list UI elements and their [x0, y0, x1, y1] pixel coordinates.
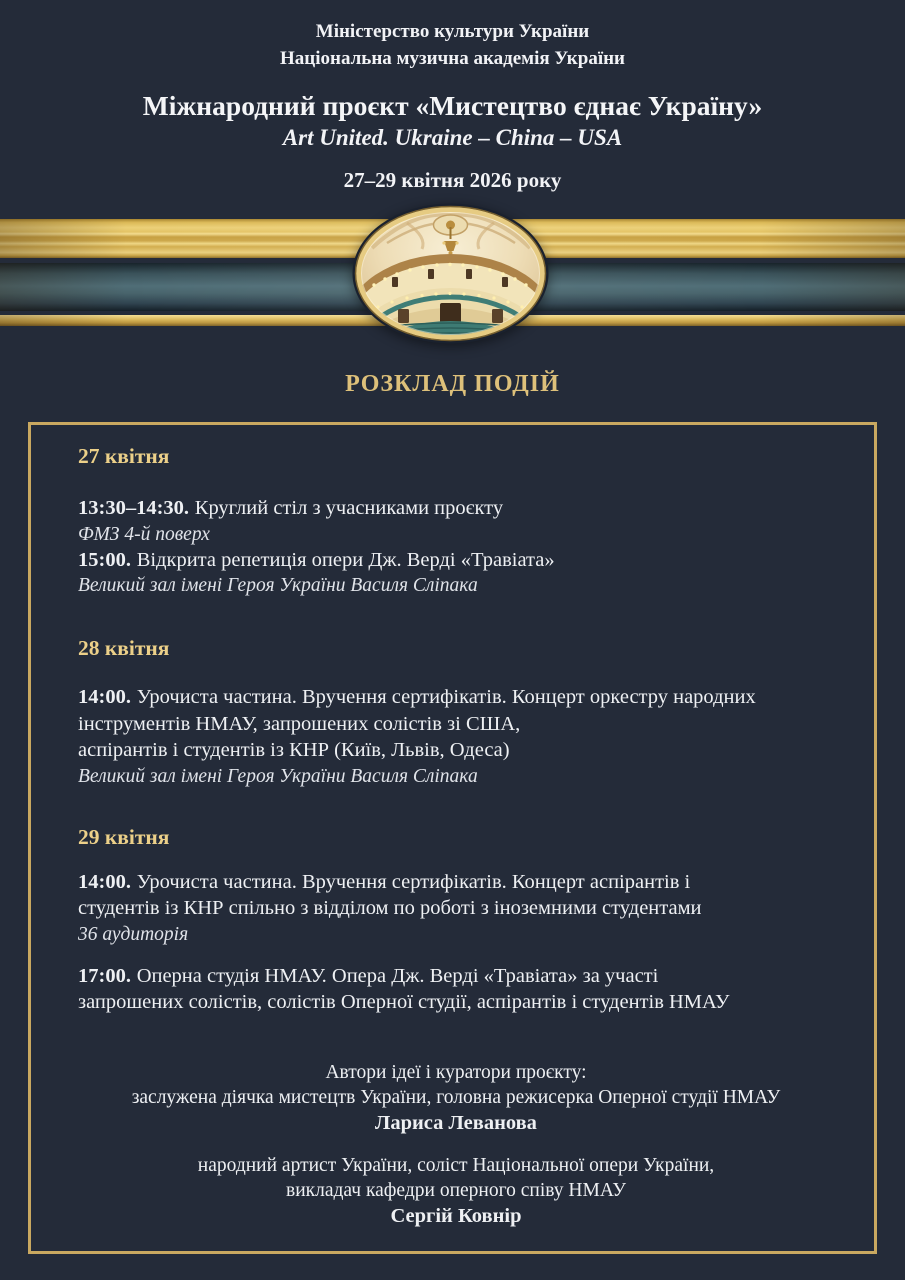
curator-1-name: Лариса Леванова: [375, 1111, 537, 1134]
event-text: Відкрита репетиція опери Дж. Верді «Травіата»: [136, 548, 555, 571]
curator-2-role-line2: викладач кафедри оперного співу НМАУ: [285, 1179, 626, 1201]
event-time: 13:30–14:30.: [78, 497, 190, 519]
event-time: 14:00.: [78, 686, 131, 708]
event-venue: Великий зал імені Героя України Василя Сліпака: [78, 765, 478, 787]
project-title-english: Art United. Ukraine – China – USA: [282, 125, 623, 150]
curator-1-role: заслужена діячка мистецтв України, головна режисерка Оперної студії НМАУ: [131, 1086, 781, 1108]
credits: [78, 1060, 834, 1229]
event-line: [78, 963, 834, 1016]
schedule-day-27: [78, 442, 834, 598]
project-title: Міжнародний проєкт «Мистецтво єднає Україну»: [142, 90, 763, 121]
event-venue: ФМЗ 4-й поверх: [78, 523, 210, 545]
event-dates: 27–29 квітня 2026 року: [343, 168, 562, 192]
event-text: Круглий стіл з учасниками проєкту: [194, 497, 504, 519]
event-line: [78, 869, 834, 922]
opera-hall-image: [352, 203, 549, 344]
credits-heading: Автори ідеї і куратори проєкту:: [325, 1061, 587, 1083]
ministry-line: Міністерство культури України: [315, 21, 590, 42]
schedule-day-29: [78, 823, 834, 1016]
event-venue: Великий зал імені Героя України Василя Сліпака: [78, 575, 478, 596]
organization-lines: [0, 0, 905, 72]
academy-line: Національна музична академія України: [280, 48, 625, 69]
curator-2-role-line1: народний артист України, соліст Національної опери України,: [197, 1154, 715, 1176]
event-text: Оперна студія НМАУ. Опера Дж. Верді «Травіата» за участі: [136, 964, 659, 987]
event-time: 17:00.: [78, 964, 131, 987]
schedule-heading: РОЗКЛАД ПОДІЙ: [345, 371, 560, 397]
event-venue: 36 аудиторія: [78, 923, 189, 945]
event-time: 15:00.: [78, 548, 131, 571]
day-date: 29 квітня: [78, 824, 170, 849]
schedule-box: [28, 422, 877, 1254]
curator-2-name: Сергій Ковнір: [390, 1204, 522, 1227]
day-date: 28 квітня: [78, 636, 170, 660]
event-text: аспірантів і студентів із КНР (Київ, Львів, Одеса): [78, 739, 510, 761]
event-line: [78, 495, 834, 522]
schedule-day-28: [78, 634, 834, 789]
event-time: 14:00.: [78, 870, 131, 893]
event-line: [78, 547, 834, 574]
event-text: студентів із КНР спільно з відділом по роботі з іноземними студентами: [78, 897, 702, 919]
day-date: 27 квітня: [78, 444, 170, 468]
event-text: запрошених солістів, солістів Оперної студії, аспірантів і студентів НМАУ: [78, 991, 730, 1013]
event-text: Урочиста частина. Вручення сертифікатів. Концерт аспірантів і: [136, 870, 691, 893]
event-line: [78, 684, 834, 764]
event-text: Урочиста частина. Вручення сертифікатів. Концерт оркестру народних інструментів НМАУ, запрошених солістів зі США,: [78, 686, 756, 735]
